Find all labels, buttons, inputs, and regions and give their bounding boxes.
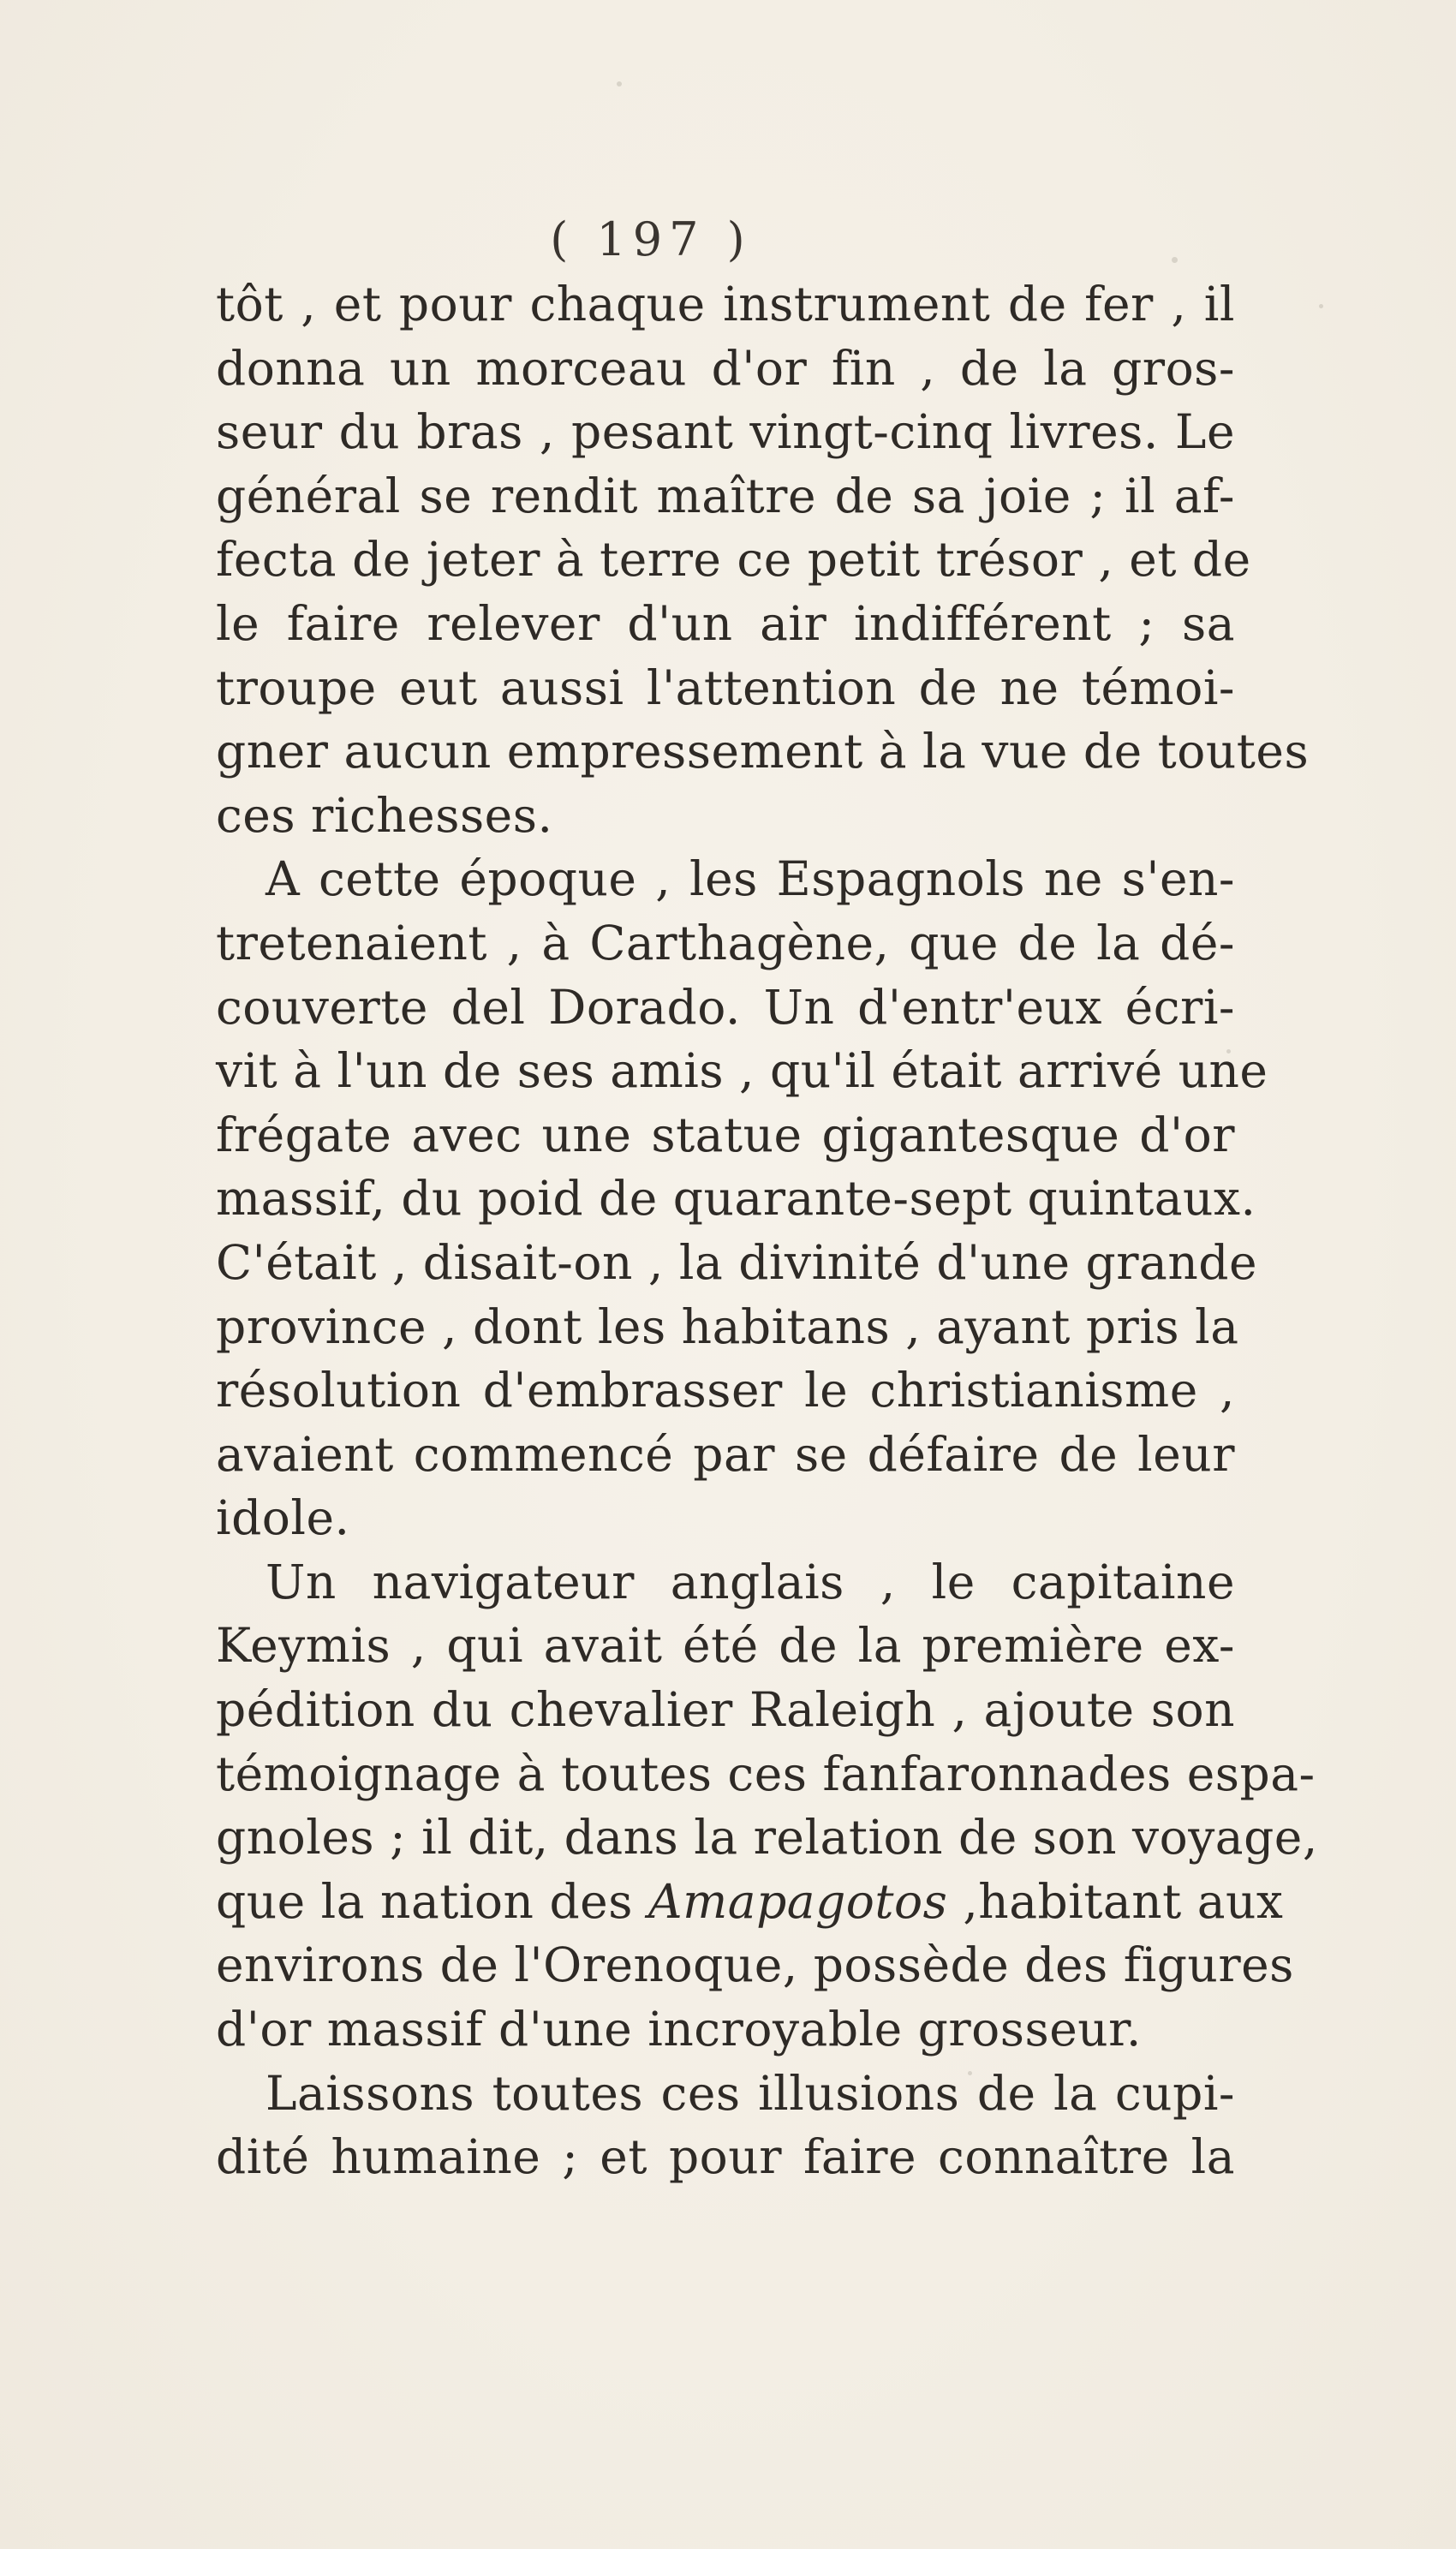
text-line-italic-name <box>216 1870 1284 1934</box>
text-segment: que la nation des <box>216 1873 648 1929</box>
text-line: résolution d'embrasser le christianisme , <box>216 1363 1235 1418</box>
text-line: d'or massif d'une incroyable grosseur. <box>216 2002 1142 2057</box>
text-line: Keymis , qui avait été de la première ex- <box>216 1618 1235 1674</box>
paper-speck <box>1226 1049 1231 1054</box>
text-line: couverte del Dorado. Un d'entr'eux écri- <box>216 979 1235 1035</box>
text-line: avaient commencé par se défaire de leur <box>216 1426 1235 1482</box>
text-line: fecta de jeter à terre ce petit trésor , et de <box>216 532 1251 588</box>
text-line: pédition du chevalier Raleigh , ajoute son <box>216 1682 1235 1738</box>
text-line: témoignage à toutes ces fanfaronnades espa- <box>216 1746 1316 1801</box>
text-line: général se rendit maître de sa joie ; il af- <box>216 468 1235 523</box>
paper-speck <box>1319 304 1323 308</box>
text-segment: ,habitant aux <box>947 1873 1284 1929</box>
text-line: troupe eut aussi l'attention de ne témoi- <box>216 660 1235 715</box>
page-number: ( 197 ) <box>550 212 752 266</box>
text-line: frégate avec une statue gigantesque d'or <box>216 1107 1235 1162</box>
paper-speck <box>617 81 622 87</box>
text-line: tretenaient , à Carthagène, que de la dé- <box>216 915 1235 970</box>
text-line: A cette époque , les Espagnols ne s'en- <box>266 851 1235 907</box>
paper-speck <box>1172 257 1178 263</box>
text-line: province , dont les habitans , ayant pris la <box>216 1298 1239 1354</box>
text-line: C'était , disait-on , la divinité d'une grande <box>216 1234 1258 1290</box>
paper-speck <box>968 2071 972 2075</box>
italic-place-name: Amapagotos <box>647 1873 948 1929</box>
text-line: gner aucun empressement à la vue de toutes <box>216 724 1310 779</box>
body-text <box>216 272 1318 2189</box>
text-line: dité humaine ; et pour faire connaître la <box>216 2129 1235 2185</box>
text-line: seur du bras , pesant vingt-cinq livres. Le <box>216 404 1235 460</box>
text-line: massif, du poid de quarante-sept quintaux. <box>216 1171 1256 1227</box>
text-line: le faire relever d'un air indifférent ; sa <box>216 595 1235 651</box>
text-line: ces richesses. <box>216 787 553 843</box>
text-line: environs de l'Orenoque, possède des figures <box>216 1937 1294 1993</box>
text-line: tôt , et pour chaque instrument de fer , il <box>216 277 1235 331</box>
text-line: donna un morceau d'or fin , de la gros- <box>216 340 1235 396</box>
text-line: Un navigateur anglais , le capitaine <box>266 1554 1235 1609</box>
text-line: vit à l'un de ses amis , qu'il était arrivé une <box>216 1043 1268 1099</box>
text-line: gnoles ; il dit, dans la relation de son voyage, <box>216 1810 1318 1865</box>
text-line: idole. <box>216 1490 350 1546</box>
text-line: Laissons toutes ces illusions de la cupi- <box>266 2065 1235 2121</box>
